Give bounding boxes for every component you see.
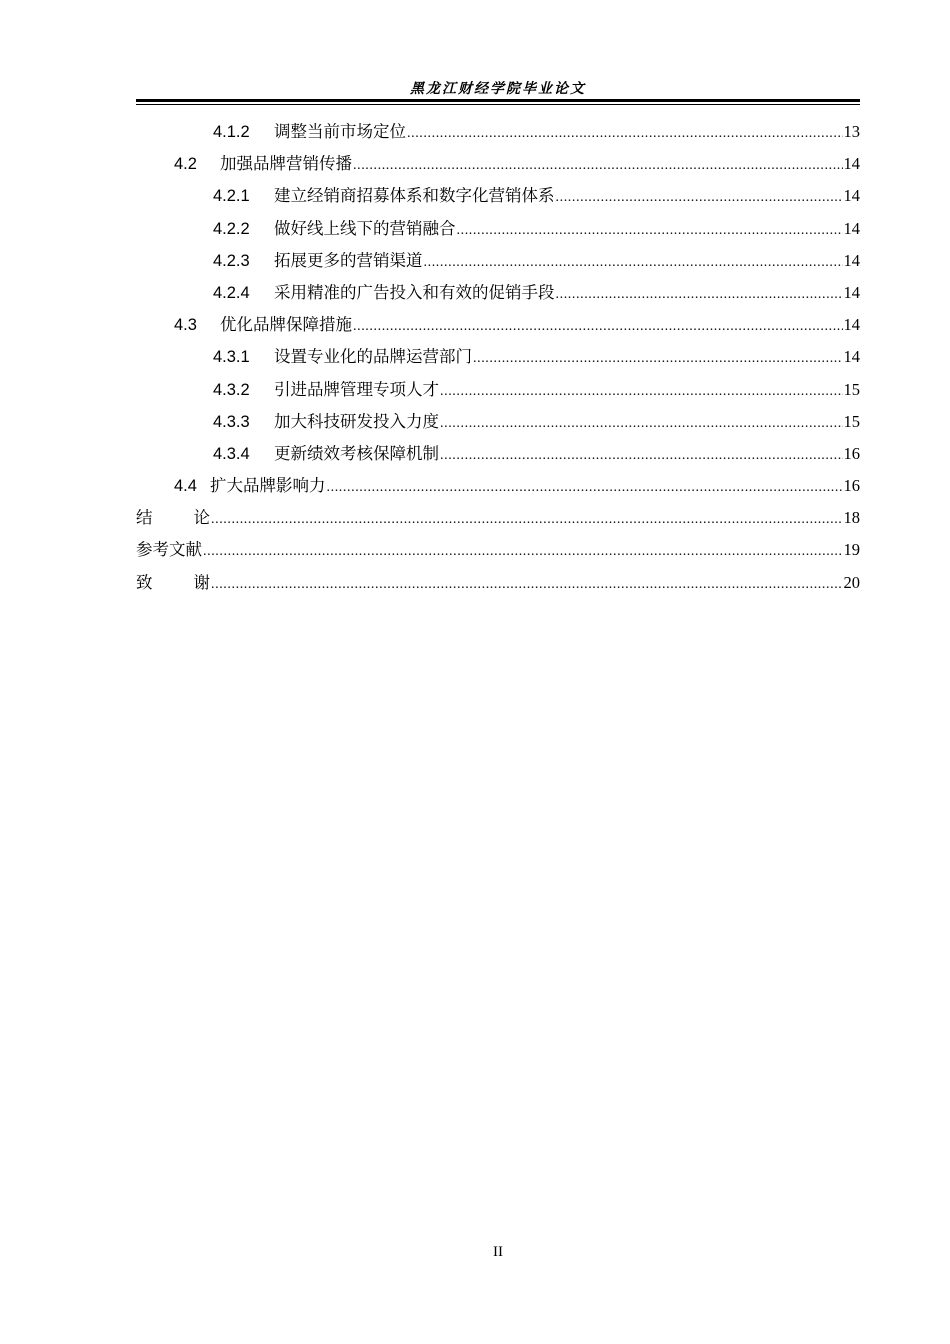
toc-entry-title: 扩大品牌影响力 (210, 476, 326, 496)
toc-entry-4-3-2[interactable] (136, 374, 860, 406)
toc-entry-title: 加强品牌营销传播 (220, 154, 352, 174)
toc-entry-page: 14 (843, 347, 860, 367)
toc-entry-4-3-1[interactable] (136, 341, 860, 373)
toc-dot-leader (556, 182, 843, 214)
toc-entry-4-2[interactable] (136, 148, 860, 180)
toc-entry-number: 4.2 (174, 155, 197, 174)
toc-entry-4-2-2[interactable] (136, 213, 860, 245)
toc-entry-page: 14 (843, 315, 860, 335)
toc-entry-title: 调整当前市场定位 (274, 122, 406, 141)
toc-entry-4-2-1[interactable] (136, 180, 860, 212)
toc-entry-number: 4.3.1 (213, 348, 250, 367)
toc-dot-leader (556, 279, 843, 311)
toc-entry-number: 4.2.1 (213, 187, 250, 206)
toc-entry-page: 14 (843, 250, 860, 270)
toc-dot-leader (440, 408, 843, 440)
toc-dot-leader (353, 150, 843, 182)
toc-dot-leader (211, 569, 843, 601)
toc-entry-title: 加大科技研发投入力度 (274, 411, 439, 431)
toc-entry-number: 4.4 (174, 477, 197, 496)
toc-entry-number: 4.3.4 (213, 444, 250, 463)
toc-dot-leader (440, 376, 843, 408)
toc-entry-references[interactable] (136, 534, 860, 566)
toc-entry-page: 14 (843, 218, 860, 238)
toc-dot-leader (457, 215, 843, 247)
toc-entry-title: 拓展更多的营销渠道 (274, 250, 423, 270)
toc-entry-title: 结论 (136, 508, 251, 528)
toc-entry-page: 14 (843, 154, 860, 174)
toc-entry-number: 4.1.2 (213, 123, 250, 141)
toc-dot-leader (211, 504, 843, 536)
toc-entry-page: 18 (843, 508, 860, 528)
toc-entry-page: 20 (843, 572, 860, 592)
toc-dot-leader (203, 536, 843, 568)
toc-entry-number: 4.3 (174, 316, 197, 335)
toc-entry-4-3-4[interactable] (136, 438, 860, 470)
toc-entry-4-2-4[interactable] (136, 277, 860, 309)
toc-dot-leader (440, 440, 843, 472)
toc-entry-4-3[interactable] (136, 309, 860, 341)
toc-entry-4-2-3[interactable] (136, 245, 860, 277)
toc-dot-leader (424, 247, 843, 279)
toc-entry-number: 4.3.2 (213, 380, 250, 399)
toc-entry-title: 更新绩效考核保障机制 (274, 443, 439, 463)
toc-entry-acknowledgements[interactable] (136, 567, 860, 599)
toc-entry-title: 采用精准的广告投入和有效的促销手段 (274, 282, 555, 302)
toc-entry-4-4[interactable] (136, 470, 860, 502)
toc-entry-conclusion[interactable] (136, 502, 860, 534)
toc-entry-title: 设置专业化的品牌运营部门 (274, 347, 472, 367)
toc-dot-leader (473, 343, 843, 375)
toc-entry-number: 4.2.4 (213, 283, 250, 302)
toc-entry-page: 16 (843, 476, 860, 496)
toc-entry-title: 建立经销商招募体系和数字化营销体系 (274, 186, 555, 206)
toc-entry-number: 4.3.3 (213, 412, 250, 431)
running-header-title: 黑龙江财经学院毕业论文 (410, 81, 586, 97)
toc-dot-leader (353, 311, 843, 343)
page-number: II (493, 1244, 503, 1260)
toc-entry-title: 参考文献 (136, 540, 202, 560)
toc-entry-page: 14 (843, 186, 860, 206)
toc-entry-title: 优化品牌保障措施 (220, 315, 352, 335)
toc-entry-title: 引进品牌管理专项人才 (274, 379, 439, 399)
toc-entry-4-3-3[interactable] (136, 406, 860, 438)
header-rule-thin (136, 104, 860, 105)
toc-entry-number: 4.2.3 (213, 251, 250, 270)
header-rule-thick (136, 99, 860, 102)
toc-entry-page: 16 (843, 443, 860, 463)
toc-entry-page: 13 (843, 122, 860, 141)
toc-entry-page: 19 (843, 540, 860, 560)
toc-entry-title: 做好线上线下的营销融合 (274, 218, 456, 238)
toc-entry-number: 4.2.2 (213, 219, 250, 238)
toc-entry-page: 15 (843, 379, 860, 399)
table-of-contents (136, 116, 860, 599)
toc-dot-leader (407, 118, 843, 150)
toc-entry-page: 14 (843, 282, 860, 302)
toc-entry-4-1-2[interactable] (136, 116, 860, 148)
toc-dot-leader (327, 472, 843, 504)
toc-entry-page: 15 (843, 411, 860, 431)
toc-entry-title: 致谢 (136, 572, 251, 592)
